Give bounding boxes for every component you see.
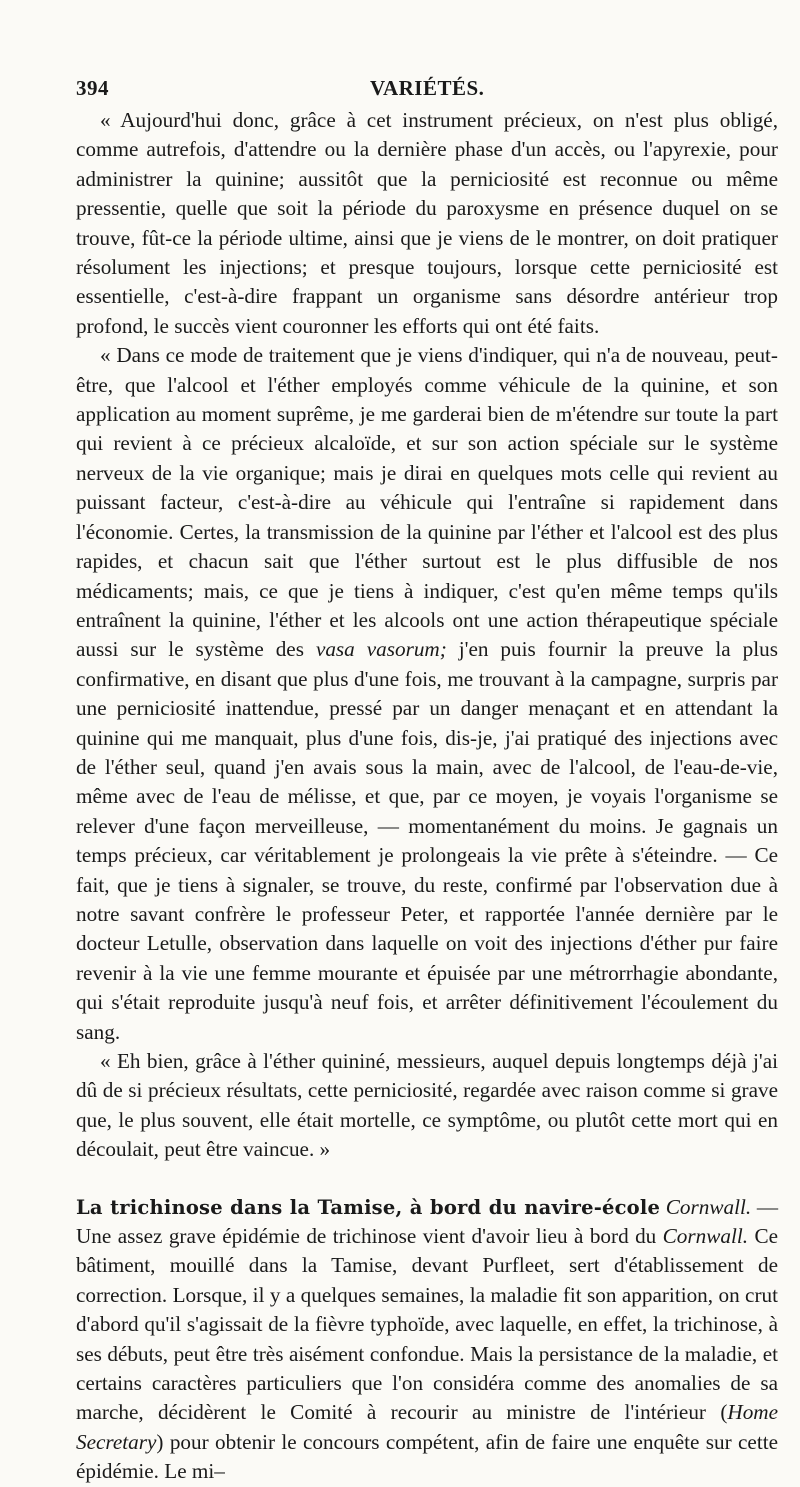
section-paragraph: [76, 1193, 778, 1487]
latin-term: vasa vasorum;: [315, 637, 447, 662]
page-number: 394: [76, 76, 109, 100]
section-text-3: ) pour obtenir le concours compétent, afin de faire une enquête sur cette épidémie. Le mi–: [76, 1429, 778, 1484]
running-head: [76, 76, 778, 106]
section-heading: La trichinose dans la Tamise, à bord du navire-école: [76, 1195, 661, 1219]
home-secretary-term: Home Secretary: [76, 1400, 778, 1454]
ship-name: Cornwall.: [665, 1194, 752, 1219]
paragraph-2-part-1: « Dans ce mode de traitement que je viens d'indiquer, qui n'a de nouveau, peut-être, que l'alcool et l'éther employés comme véhicule de la quinine, et son application au moment suprême, je me garderai bien de m'étendre sur toute la part qui revient à ce précieux alcaloïde, et sur son action spéciale sur le système nerveux de la vie organique; mais je dirai en quelques mots celle qui revient au puissant facteur, c'est-à-dire au véhicule qui l'entraîne si rapidement dans l'économie. Certes, la transmission de la quinine par l'éther et l'alcool est des plus rapides, et chacun sait que l'éther surtout est le plus diffusible de nos médicaments; mais, ce que je tiens à indiquer, c'est qu'en même temps qu'ils entraînent la quinine, l'éther et les alcools ont une action thérapeutique spéciale aussi sur le système des: [76, 343, 778, 662]
paragraph-1: « Aujourd'hui donc, grâce à cet instrument précieux, on n'est plus obligé, comme autrefois, d'attendre ou la dernière phase d'un accès, ou l'apyrexie, pour administrer la quinine; aussitôt que la perniciosité est reconnue ou même pressentie, quelle que soit la période du paroxysme en présence duquel on se trouve, fût-ce la période ultime, ainsi que je viens de le montrer, on doit pratiquer résolument les injections; et presque toujours, lorsque cette perniciosité est essentielle, c'est-à-dire frappant un organisme sans désordre antérieur trop profond, le succès vient couronner les efforts qui ont été faits.: [76, 108, 778, 338]
running-title: VARIÉTÉS.: [370, 76, 485, 100]
paragraph-3: « Eh bien, grâce à l'éther quininé, messieurs, auquel depuis longtemps déjà j'ai dû de si précieux résultats, cette perniciosité, regardée avec raison comme si grave que, le plus souvent, elle était mortelle, ce symptôme, ou plutôt cette mort qui en découlait, peut être vaincue. »: [76, 1049, 778, 1162]
section-text-1: — Une assez grave épidémie de trichinose vient d'avoir lieu à bord du: [76, 1194, 779, 1249]
paragraph-2: [76, 341, 778, 1047]
section-text-2: Ce bâtiment, mouillé dans la Tamise, devant Purfleet, sert d'établissement de correction. Lorsque, il y a quelques semaines, la maladie fit son apparition, on crut d'abord qu'il s'agissait de la fièvre typhoïde, avec laquelle, en effet, la trichinose, à ses débuts, peut être très aisément confondue. Mais la persistance de la maladie, et certains caractères particuliers que l'on considéra comme des anomalies de sa marche, décidèrent le Comité à recourir au ministre de l'intérieur (: [76, 1224, 778, 1425]
ship-name-2: Cornwall.: [662, 1224, 749, 1249]
body-text: [76, 106, 778, 1487]
section-separator: [76, 1165, 778, 1193]
paragraph-2-part-2: j'en puis fournir la preuve la plus confirmative, en disant que plus d'une fois, me trouvant à la campagne, surpris par une perniciosité inattendue, pressé par un danger menaçant et en attendant la quinine qui me manquait, plus d'une fois, dis-je, j'ai pratiqué des injections avec de l'éther seul, quand j'en avais sous la main, avec de l'alcool, de l'eau-de-vie, même avec de l'eau de mélisse, et que, par ce moyen, je voyais l'organisme se relever d'une façon merveilleuse, — momentanément du moins. Je gagnais un temps précieux, car véritablement je prolongeais la vie prête à s'éteindre. — Ce fait, que je tiens à signaler, se trouve, du reste, confirmé par l'observation due à notre savant confrère le professeur Peter, et rapportée l'année dernière par le docteur Letulle, observation dans laquelle on voit des injections d'éther pur faire revenir à la vie une femme mourante et épuisée par une métrorrhagie abondante, qui s'était reproduite jusqu'à neuf fois, et arrêter définitivement l'écoulement du sang.: [76, 637, 778, 1044]
